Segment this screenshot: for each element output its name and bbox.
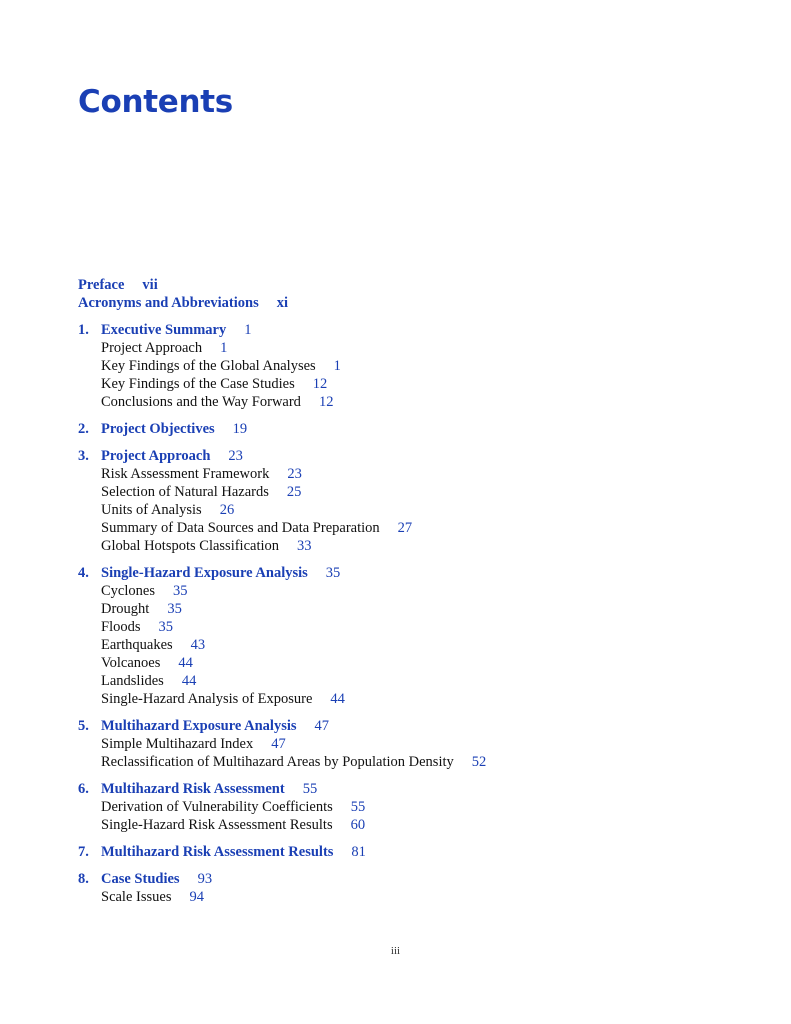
section-title: Derivation of Vulnerability Coefficients bbox=[101, 799, 333, 815]
toc-section-drought[interactable] bbox=[78, 600, 768, 618]
toc-section-reclassification-of-multihazard-areas-by-population-density[interactable] bbox=[78, 753, 768, 771]
toc-section-project-approach[interactable] bbox=[78, 339, 768, 357]
section-title: Floods bbox=[101, 619, 141, 635]
section-page: 25 bbox=[286, 484, 302, 500]
toc-entry-label: Acronyms and Abbreviations bbox=[78, 295, 259, 311]
chapter-page: 93 bbox=[197, 871, 213, 887]
chapter-number: 5. bbox=[78, 718, 89, 734]
toc-chapter-multihazard-exposure-analysis[interactable] bbox=[78, 717, 768, 735]
section-title: Key Findings of the Global Analyses bbox=[101, 358, 316, 374]
toc-chapter-case-studies[interactable] bbox=[78, 870, 768, 888]
section-title: Summary of Data Sources and Data Preparation bbox=[101, 520, 380, 536]
section-title: Conclusions and the Way Forward bbox=[101, 394, 301, 410]
toc-entry-label: Preface bbox=[78, 277, 125, 293]
chapter-title: Project Approach bbox=[101, 448, 211, 464]
chapter-number: 2. bbox=[78, 421, 89, 437]
section-page: 44 bbox=[181, 673, 197, 689]
chapter-title: Project Objectives bbox=[101, 421, 215, 437]
toc-chapter-single-hazard-exposure-analysis[interactable] bbox=[78, 564, 768, 582]
toc-section-conclusions-and-the-way-forward[interactable] bbox=[78, 393, 768, 411]
section-page: 55 bbox=[350, 799, 366, 815]
toc-section-units-of-analysis[interactable] bbox=[78, 501, 768, 519]
toc-section-landslides[interactable] bbox=[78, 672, 768, 690]
toc-section-volcanoes[interactable] bbox=[78, 654, 768, 672]
toc-entry-acronyms-and-abbreviations[interactable] bbox=[78, 294, 768, 312]
chapter-number: 4. bbox=[78, 565, 89, 581]
section-page: 33 bbox=[297, 538, 312, 554]
section-title: Reclassification of Multihazard Areas by Population Density bbox=[101, 754, 454, 770]
toc-entry-preface[interactable] bbox=[78, 276, 768, 294]
section-title: Earthquakes bbox=[101, 637, 173, 653]
toc-chapter-project-approach[interactable] bbox=[78, 447, 768, 465]
toc-section-selection-of-natural-hazards[interactable] bbox=[78, 483, 768, 501]
toc-section-key-findings-of-the-global-analyses[interactable] bbox=[78, 357, 768, 375]
section-page: 26 bbox=[219, 502, 235, 518]
section-page: 35 bbox=[172, 583, 188, 599]
toc-section-single-hazard-risk-assessment-results[interactable] bbox=[78, 816, 768, 834]
toc-section-key-findings-of-the-case-studies[interactable] bbox=[78, 375, 768, 393]
chapter-title: Multihazard Exposure Analysis bbox=[101, 718, 297, 734]
section-title: Units of Analysis bbox=[101, 502, 202, 518]
chapter-page: 35 bbox=[325, 565, 341, 581]
chapter-number: 3. bbox=[78, 448, 89, 464]
section-page: 12 bbox=[318, 394, 334, 410]
section-title: Project Approach bbox=[101, 340, 203, 356]
toc-section-simple-multihazard-index[interactable] bbox=[78, 735, 768, 753]
section-page: 1 bbox=[333, 358, 341, 374]
chapter-page: 19 bbox=[232, 421, 248, 437]
toc-section-single-hazard-analysis-of-exposure[interactable] bbox=[78, 690, 768, 708]
section-page: 23 bbox=[287, 466, 302, 482]
section-title: Global Hotspots Classification bbox=[101, 538, 280, 554]
section-title: Drought bbox=[101, 601, 150, 617]
section-page: 52 bbox=[471, 754, 487, 770]
chapter-page: 81 bbox=[351, 844, 366, 860]
section-title: Simple Multihazard Index bbox=[101, 736, 254, 752]
section-page: 35 bbox=[167, 601, 182, 617]
page-number: iii bbox=[390, 945, 401, 957]
section-title: Risk Assessment Framework bbox=[101, 466, 270, 482]
toc-chapter-executive-summary[interactable] bbox=[78, 321, 768, 339]
chapter-page: 55 bbox=[302, 781, 318, 797]
chapter-title: Single-Hazard Exposure Analysis bbox=[101, 565, 308, 581]
chapter-page: 47 bbox=[314, 718, 330, 734]
chapter-title: Multihazard Risk Assessment Results bbox=[101, 844, 334, 860]
section-title: Single-Hazard Analysis of Exposure bbox=[101, 691, 313, 707]
section-page: 43 bbox=[190, 637, 206, 653]
toc-chapter-multihazard-risk-assessment-results[interactable] bbox=[78, 843, 768, 861]
chapter-number: 1. bbox=[78, 322, 89, 338]
section-page: 35 bbox=[158, 619, 173, 635]
section-title: Scale Issues bbox=[101, 889, 172, 905]
section-page: 47 bbox=[271, 736, 286, 752]
toc-chapter-multihazard-risk-assessment[interactable] bbox=[78, 780, 768, 798]
toc-chapter-project-objectives[interactable] bbox=[78, 420, 768, 438]
toc-section-scale-issues[interactable] bbox=[78, 888, 768, 906]
toc-section-global-hotspots-classification[interactable] bbox=[78, 537, 768, 555]
section-title: Cyclones bbox=[101, 583, 155, 599]
toc-section-summary-of-data-sources-and-data-preparation[interactable] bbox=[78, 519, 768, 537]
chapter-title: Case Studies bbox=[101, 871, 180, 887]
section-title: Volcanoes bbox=[101, 655, 161, 671]
section-page: 1 bbox=[220, 340, 228, 356]
toc-section-risk-assessment-framework[interactable] bbox=[78, 465, 768, 483]
section-page: 60 bbox=[350, 817, 366, 833]
section-title: Selection of Natural Hazards bbox=[101, 484, 269, 500]
chapter-title: Executive Summary bbox=[101, 322, 227, 338]
section-page: 44 bbox=[330, 691, 345, 707]
toc-section-cyclones[interactable] bbox=[78, 582, 768, 600]
section-page: 44 bbox=[178, 655, 193, 671]
table-of-contents bbox=[78, 276, 768, 906]
page-title: Contents bbox=[78, 84, 233, 120]
section-page: 12 bbox=[312, 376, 328, 392]
section-page: 27 bbox=[397, 520, 413, 536]
toc-section-derivation-of-vulnerability-coefficients[interactable] bbox=[78, 798, 768, 816]
chapter-page: 23 bbox=[228, 448, 243, 464]
chapter-page: 1 bbox=[244, 322, 252, 338]
section-title: Single-Hazard Risk Assessment Results bbox=[101, 817, 333, 833]
section-title: Key Findings of the Case Studies bbox=[101, 376, 295, 392]
toc-section-earthquakes[interactable] bbox=[78, 636, 768, 654]
toc-entry-page: xi bbox=[276, 295, 289, 311]
toc-entry-page: vii bbox=[142, 277, 158, 293]
chapter-number: 6. bbox=[78, 781, 89, 797]
toc-section-floods[interactable] bbox=[78, 618, 768, 636]
chapter-title: Multihazard Risk Assessment bbox=[101, 781, 285, 797]
chapter-number: 7. bbox=[78, 844, 89, 860]
section-page: 94 bbox=[189, 889, 204, 905]
section-title: Landslides bbox=[101, 673, 164, 689]
chapter-number: 8. bbox=[78, 871, 89, 887]
